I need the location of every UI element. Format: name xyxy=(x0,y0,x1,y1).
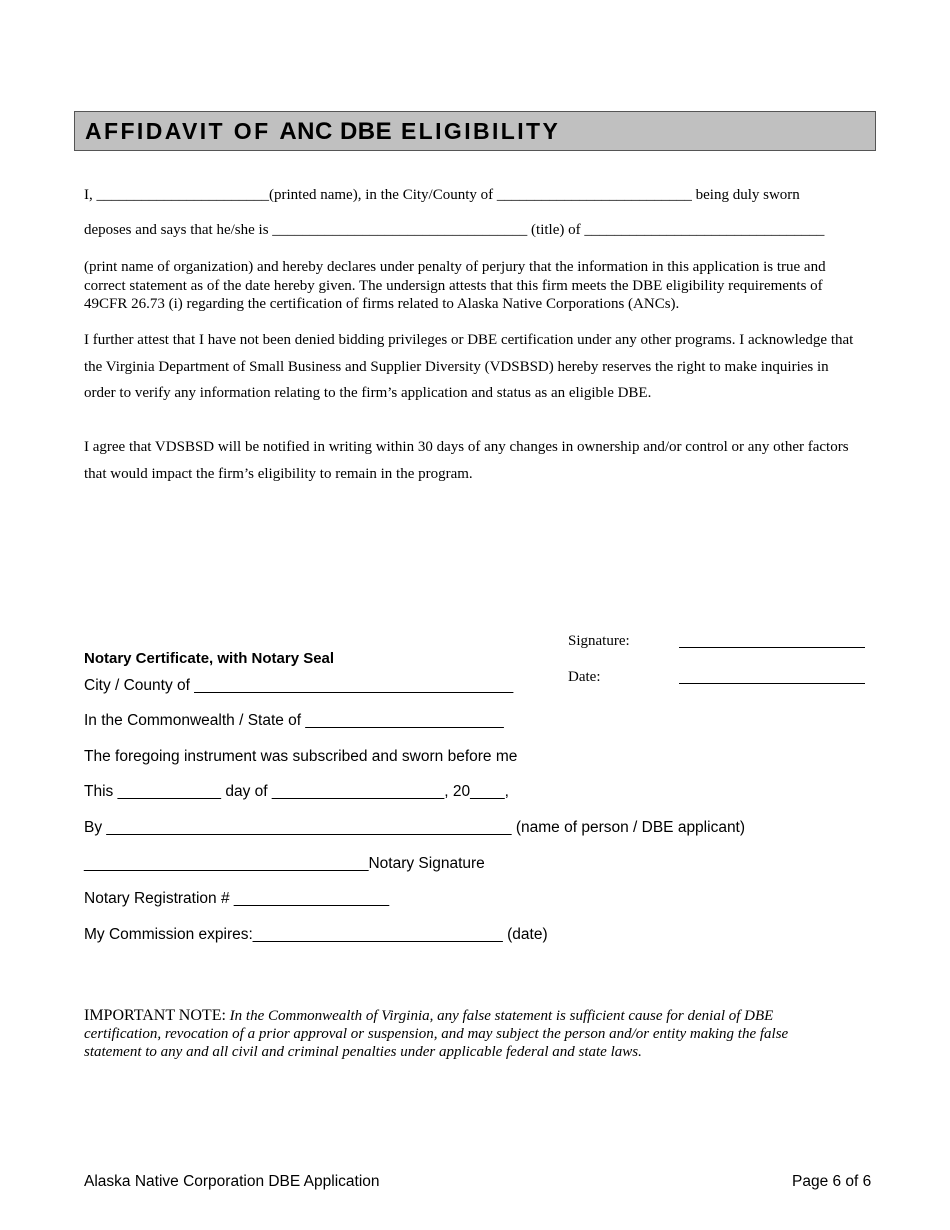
notary-state: In the Commonwealth / State of _______________________ xyxy=(84,712,504,729)
footer-page-number: Page 6 of 6 xyxy=(792,1173,872,1190)
signature-label: Signature: xyxy=(568,633,630,649)
page-title xyxy=(85,118,560,146)
notary-city-county: City / County of _____________________________________ xyxy=(84,677,514,694)
notary-this-day: This ____________ day of ____________________, 20____, xyxy=(84,783,509,800)
notary-signature: _________________________________Notary Signature xyxy=(84,855,485,872)
important-note-label: IMPORTANT NOTE: xyxy=(84,1007,226,1024)
title-part-1: AFFIDAVIT OF xyxy=(85,118,280,144)
date-line[interactable] xyxy=(679,683,865,684)
affidavit-paragraph-3: I agree that VDSBSD will be notified in writing within 30 days of any changes in ownership and/or control or any other factors that would impact the firm’s eligibility to remain in the program. xyxy=(84,439,849,482)
important-note xyxy=(84,1007,844,1061)
affidavit-paragraph-2: I further attest that I have not been denied bidding privileges or DBE certification under any other programs. I acknowledge that the Virginia Department of Small Business and Supplier Diversity (VDSBSD) hereby reserves the right to make inquiries in order to verify any information relating to the firm’s application and status as an eligible DBE. xyxy=(84,332,854,401)
date-label: Date: xyxy=(568,669,601,685)
notary-registration: Notary Registration # __________________ xyxy=(84,890,390,907)
affidavit-line-2: deposes and says that he/she is __________________________________ (title) of ________________________________ xyxy=(84,222,825,238)
notary-commission: My Commission expires:_____________________________ (date) xyxy=(84,926,548,943)
affidavit-paragraph-1: (print name of organization) and hereby declares under penalty of perjury that the information in this application is true and correct statement as of the date hereby given. The undersign attests that this firm meets the DBE eligibility requirements of 49CFR 26.73 (i) regarding the certification of firms related to Alaska Native Corporations (ANCs). xyxy=(84,259,826,312)
notary-foregoing: The foregoing instrument was subscribed and sworn before me xyxy=(84,748,518,765)
footer-left: Alaska Native Corporation DBE Application xyxy=(84,1173,380,1190)
signature-line[interactable] xyxy=(679,647,865,648)
title-part-3: ELIGIBILITY xyxy=(392,118,561,144)
important-note-text: In the Commonwealth of Virginia, any false statement is sufficient cause for denial of DBE certification, revocation of a prior approval or suspension, and may subject the person and/or entity making the false statement to any and all civil and criminal penalties under applicable federal and state laws. xyxy=(84,1008,789,1060)
notary-by: By _______________________________________________ (name of person / DBE applicant) xyxy=(84,819,746,836)
notary-heading: Notary Certificate, with Notary Seal xyxy=(84,650,335,667)
title-part-2: ANC DBE xyxy=(279,118,393,145)
affidavit-line-1: I, _______________________(printed name), in the City/County of __________________________ being duly sworn xyxy=(84,187,800,203)
title-bar xyxy=(74,111,876,151)
